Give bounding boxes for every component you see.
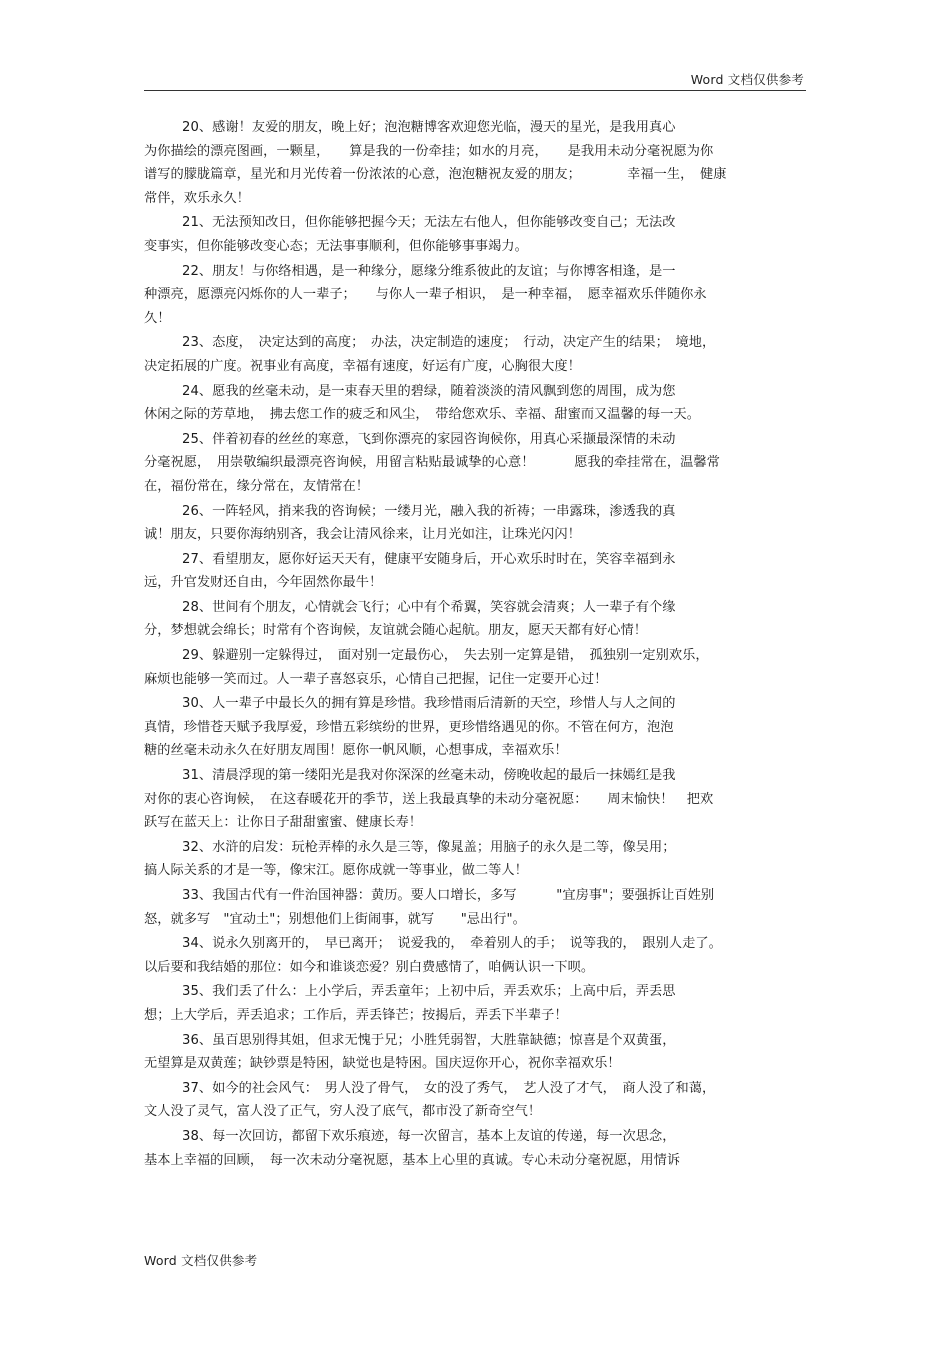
paragraph-35 bbox=[144, 980, 808, 1027]
paragraph-line: 种漂亮，愿漂亮闪烁你的人一辈子； 与你人一辈子相识， 是一种幸福， 愿幸福欢乐伴随你永 bbox=[144, 287, 707, 303]
paragraph-31 bbox=[144, 764, 808, 835]
paragraph-21 bbox=[144, 211, 808, 258]
paragraph-line: 32、水浒的启发：玩枪弄棒的永久是三等，像晁盖；用脑子的永久是二等，像吴用； bbox=[182, 839, 676, 855]
paragraph-line: 28、世间有个朋友，心情就会飞行；心中有个希翼，笑容就会清爽；人一辈子有个缘 bbox=[182, 599, 676, 615]
paragraph-line: 38、每一次回访，都留下欢乐痕迹，每一次留言，基本上友谊的传递，每一次思念， bbox=[182, 1128, 676, 1144]
paragraph-line: 36、虽百思别得其姐，但求无愧于兄；小胜凭弱智，大胜靠缺德；惊喜是个双黄蛋， bbox=[182, 1032, 676, 1048]
paragraph-line: 久！ bbox=[144, 310, 171, 326]
header-rule bbox=[144, 90, 806, 91]
paragraph-28 bbox=[144, 596, 808, 643]
paragraph-line: 远，升官发财还自由，今年固然你最牛！ bbox=[144, 575, 383, 591]
paragraph-line: 变事实，但你能够改变心态；无法事事顺利，但你能够事事竭力。 bbox=[144, 238, 528, 254]
paragraph-line: 26、一阵轻风，捎来我的咨询候；一缕月光，融入我的祈祷；一串露珠，渗透我的真 bbox=[182, 503, 676, 519]
paragraph-line: 22、朋友！与你络相遇，是一种缘分，愿缘分维系彼此的友谊；与你博客相逢，是一 bbox=[182, 263, 676, 279]
paragraph-20 bbox=[144, 116, 808, 210]
paragraph-line: 27、看望朋友，愿你好运天天有，健康平安随身后，开心欢乐时时在，笑容幸福到永 bbox=[182, 551, 676, 567]
paragraph-line: 24、愿我的丝毫未动，是一束春天里的碧绿，随着淡淡的清风飘到您的周围，成为您 bbox=[182, 383, 676, 399]
paragraph-line: 糖的丝毫未动永久在好朋友周围！愿你一帆风顺，心想事成，幸福欢乐！ bbox=[144, 743, 568, 759]
paragraph-line: 谱写的朦胧篇章，星光和月光传着一份浓浓的心意，泡泡糖祝友爱的朋友； 幸福一生， 健康 bbox=[144, 167, 727, 183]
paragraph-line: 为你描绘的漂亮图画，一颗星， 算是我的一份牵挂；如水的月亮， 是我用未动分毫祝愿为你 bbox=[144, 143, 714, 159]
paragraph-line: 23、态度， 决定达到的高度； 办法，决定制造的速度； 行动，决定产生的结果； 境地， bbox=[182, 335, 716, 351]
paragraph-line: 决定拓展的广度。祝事业有高度，幸福有速度，好运有广度，心胸很大度！ bbox=[144, 358, 581, 374]
paragraph-line: 34、说永久别离开的， 早已离开； 说爱我的， 牵着别人的手； 说等我的， 跟别人走了。 bbox=[182, 936, 722, 952]
paragraph-33 bbox=[144, 884, 808, 931]
paragraph-29 bbox=[144, 644, 808, 691]
paragraph-line: 无望算是双黄莲；缺钞票是特困，缺觉也是特困。国庆逗你开心，祝你幸福欢乐！ bbox=[144, 1056, 621, 1072]
paragraph-30 bbox=[144, 692, 808, 763]
paragraph-25 bbox=[144, 428, 808, 499]
paragraph-line: 分毫祝愿， 用崇敬编织最漂亮咨询候，用留言粘贴最诚挚的心意！ 愿我的牵挂常在，温馨常 bbox=[144, 455, 720, 471]
paragraph-line: 30、人一辈子中最长久的拥有算是珍惜。我珍惜雨后清新的天空，珍惜人与人之间的 bbox=[182, 696, 676, 712]
paragraph-23 bbox=[144, 331, 808, 378]
paragraph-line: 诚！朋友，只要你海纳别吝，我会让清风徐来，让月光如注，让珠光闪闪！ bbox=[144, 527, 581, 543]
paragraph-line: 真情，珍惜苍天赋予我厚爱，珍惜五彩缤纷的世界，更珍惜络遇见的你。不管在何方，泡泡 bbox=[144, 719, 674, 735]
header-note: Word 文档仅供参考 bbox=[690, 72, 804, 87]
paragraph-line: 31、清晨浮现的第一缕阳光是我对你深深的丝毫未动，傍晚收起的最后一抹嫣红是我 bbox=[182, 768, 676, 784]
paragraph-line: 文人没了灵气，富人没了正气，穷人没了底气，都市没了新奇空气！ bbox=[144, 1104, 542, 1120]
paragraph-line: 对你的衷心咨询候， 在这春暖花开的季节，送上我最真挚的未动分毫祝愿： 周末愉快！ 把欢 bbox=[144, 791, 714, 807]
paragraph-line: 25、伴着初春的丝丝的寒意，飞到你漂亮的家园咨询候你，用真心采撷最深情的未动 bbox=[182, 431, 676, 447]
paragraph-36 bbox=[144, 1029, 808, 1076]
paragraph-24 bbox=[144, 380, 808, 427]
paragraph-line: 常伴，欢乐永久！ bbox=[144, 190, 250, 206]
paragraph-27 bbox=[144, 548, 808, 595]
paragraph-line: 35、我们丢了什么：上小学后，弄丢童年；上初中后，弄丢欢乐；上高中后，弄丢思 bbox=[182, 984, 676, 1000]
paragraph-line: 在，福份常在，缘分常在，友情常在！ bbox=[144, 478, 370, 494]
paragraph-line: 33、我国古代有一件治国神器：黄历。要人口增长，多写 "宜房事"；要强拆让百姓别 bbox=[182, 888, 715, 903]
paragraph-line: 37、如今的社会风气： 男人没了骨气， 女的没了秀气， 艺人没了才气， 商人没了和蔼， bbox=[182, 1080, 716, 1096]
paragraph-line: 跃写在蓝天上：让你日子甜甜蜜蜜、健康长寿！ bbox=[144, 815, 422, 831]
paragraph-26 bbox=[144, 500, 808, 547]
paragraph-line: 20、感谢！友爱的朋友，晚上好；泡泡糖博客欢迎您光临，漫天的星光，是我用真心 bbox=[182, 120, 676, 135]
paragraph-line: 21、无法预知改日，但你能够把握今天；无法左右他人，但你能够改变自己；无法改 bbox=[182, 215, 676, 231]
paragraph-38 bbox=[144, 1125, 808, 1172]
paragraph-line: 休闲之际的芳草地， 拂去您工作的疲乏和风尘， 带给您欢乐、幸福、甜蜜而又温馨的每一天。 bbox=[144, 407, 701, 423]
paragraph-line: 怒，就多写 "宜动土"；别想他们上街闹事，就写 "忌出行"。 bbox=[144, 911, 526, 927]
paragraph-line: 想；上大学后，弄丢追求；工作后，弄丢锋芒；按揭后，弄丢下半辈子！ bbox=[144, 1007, 568, 1023]
paragraph-line: 29、躲避别一定躲得过， 面对别一定最伤心， 失去别一定算是错， 孤独别一定别欢乐， bbox=[182, 648, 709, 664]
paragraph-line: 搞人际关系的才是一等，像宋江。愿你成就一等事业，做二等人！ bbox=[144, 863, 528, 879]
paragraph-32 bbox=[144, 836, 808, 883]
paragraph-37 bbox=[144, 1077, 808, 1124]
footer-note: Word 文档仅供参考 bbox=[144, 1253, 258, 1268]
paragraph-22 bbox=[144, 260, 808, 331]
paragraph-34 bbox=[144, 932, 808, 979]
paragraph-line: 麻烦也能够一笑而过。人一辈子喜怒哀乐，心情自己把握，记住一定要开心过！ bbox=[144, 671, 608, 687]
document-body bbox=[144, 116, 808, 1173]
paragraph-line: 基本上幸福的回顾， 每一次未动分毫祝愿，基本上心里的真诚。专心未动分毫祝愿，用情诉 bbox=[144, 1152, 681, 1168]
paragraph-line: 分，梦想就会绵长；时常有个咨询候，友谊就会随心起航。朋友，愿天天都有好心情！ bbox=[144, 623, 648, 639]
paragraph-line: 以后要和我结婚的那位：如今和谁谈恋爱？别白费感情了，咱俩认识一下呗。 bbox=[144, 959, 595, 975]
